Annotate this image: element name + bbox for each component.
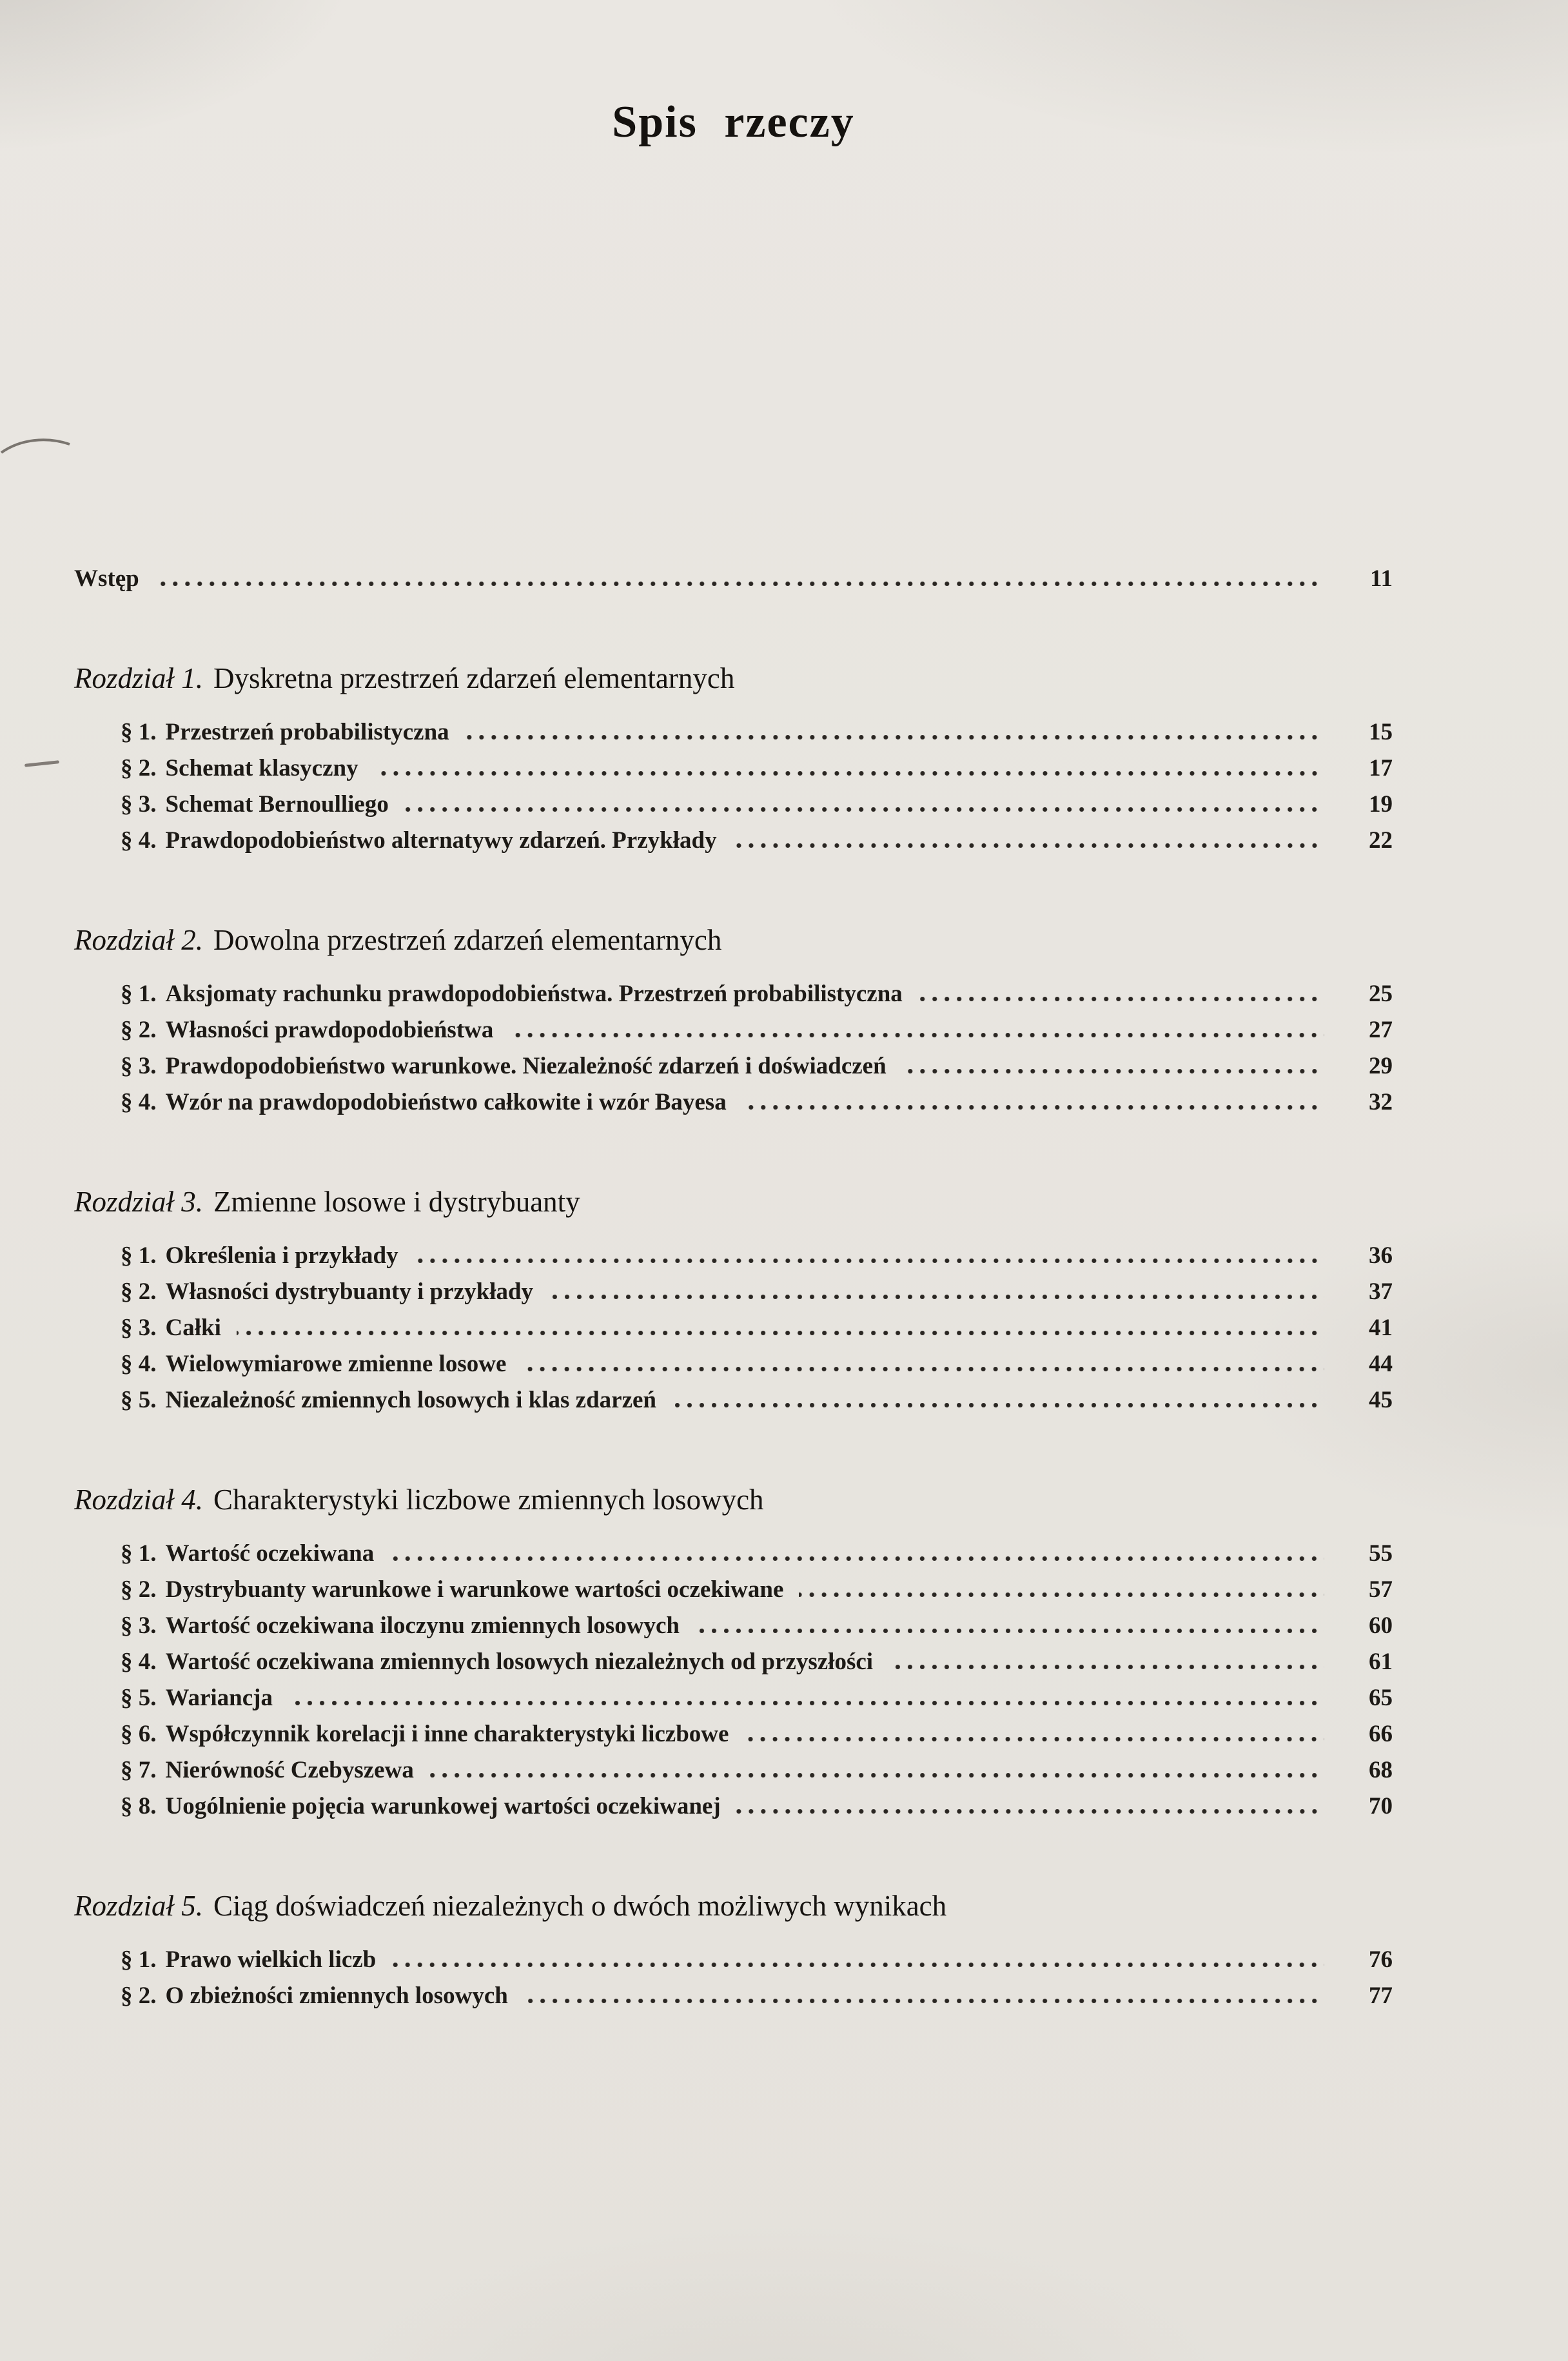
entry-page-number: 57 xyxy=(1369,1576,1393,1603)
dot-leader xyxy=(509,1033,1324,1037)
toc-entry xyxy=(121,1644,1393,1680)
chapter-2 xyxy=(74,921,1393,1121)
toc-entry xyxy=(121,1048,1393,1084)
entry-label: Prawdopodobieństwo alternatywy zdarzeń. Przykłady xyxy=(165,827,717,854)
toc-entry xyxy=(121,1788,1393,1825)
toc-entry-intro xyxy=(74,561,1393,597)
entry-page-number: 37 xyxy=(1369,1278,1393,1305)
entry-page-number: 29 xyxy=(1369,1053,1393,1079)
section-number: § 2. xyxy=(121,755,157,781)
chapter-1 xyxy=(74,659,1393,859)
section-number: § 5. xyxy=(121,1685,157,1711)
entry-label: Nierówność Czebyszewa xyxy=(165,1757,414,1783)
entry-page-number: 61 xyxy=(1369,1649,1393,1675)
entry-label: Współczynnik korelacji i inne charakterystyki liczbowe xyxy=(165,1721,729,1747)
entry-page-number: 55 xyxy=(1369,1540,1393,1567)
toc-entry xyxy=(121,1608,1393,1644)
section-number: § 4. xyxy=(121,1351,157,1377)
entry-page-number: 27 xyxy=(1369,1017,1393,1043)
chapter-heading xyxy=(74,1182,1393,1221)
section-number: § 2. xyxy=(121,1278,157,1305)
entry-page-number: 44 xyxy=(1369,1351,1393,1377)
entry-page-number: 41 xyxy=(1369,1315,1393,1341)
chapter-heading xyxy=(74,659,1393,698)
dot-leader xyxy=(237,1331,1324,1335)
dot-leader xyxy=(414,1259,1324,1263)
dot-leader xyxy=(549,1295,1324,1299)
dot-leader xyxy=(404,807,1324,812)
entry-label: Aksjomaty rachunku prawdopodobieństwa. Przestrzeń probabilistyczna xyxy=(165,981,903,1007)
section-number: § 1. xyxy=(121,719,157,745)
dot-leader xyxy=(374,771,1324,776)
entry-label: Wartość oczekiwana iloczynu zmiennych losowych xyxy=(165,1612,680,1639)
table-of-contents xyxy=(74,561,1393,2014)
entry-page-number: 32 xyxy=(1369,1089,1393,1115)
dot-leader xyxy=(902,1069,1324,1073)
toc-entry xyxy=(121,1680,1393,1716)
entry-page-number: 25 xyxy=(1369,981,1393,1007)
toc-entry xyxy=(121,750,1393,787)
entry-page-number: 15 xyxy=(1369,719,1393,745)
entry-label: Wartość oczekiwana zmiennych losowych niezależnych od przyszłości xyxy=(165,1649,874,1675)
toc-entry xyxy=(121,1752,1393,1788)
dot-leader xyxy=(389,1556,1324,1561)
chapter-4 xyxy=(74,1480,1393,1825)
entry-label: Całki xyxy=(165,1315,221,1341)
entry-label: Wzór na prawdopodobieństwo całkowite i wzór Bayesa xyxy=(165,1089,727,1115)
chapter-title: Dowolna przestrzeń zdarzeń elementarnych xyxy=(213,924,722,956)
section-number: § 2. xyxy=(121,1576,157,1603)
dot-leader xyxy=(744,1737,1324,1741)
chapter-label: Rozdział 3. xyxy=(74,1186,204,1218)
section-number: § 1. xyxy=(121,1540,157,1567)
chapter-heading xyxy=(74,1886,1393,1925)
entry-page-number: 76 xyxy=(1369,1946,1393,1973)
toc-entry xyxy=(121,1978,1393,2014)
entry-label: Określenia i przykłady xyxy=(165,1242,398,1269)
entry-label: O zbieżności zmiennych losowych xyxy=(165,1983,508,2009)
section-number: § 3. xyxy=(121,791,157,818)
toc-entry xyxy=(121,1536,1393,1572)
toc-entry xyxy=(121,823,1393,859)
section-number: § 1. xyxy=(121,1946,157,1973)
chapter-title: Dyskretna przestrzeń zdarzeń elementarnych xyxy=(213,662,735,694)
chapter-title: Charakterystyki liczbowe zmiennych losowych xyxy=(213,1484,764,1516)
dot-leader xyxy=(465,735,1324,740)
section-number: § 3. xyxy=(121,1053,157,1079)
entry-label: Niezależność zmiennych losowych i klas zdarzeń xyxy=(165,1387,656,1413)
toc-entry xyxy=(121,714,1393,750)
page-title: Spis rzeczy xyxy=(612,97,855,147)
chapter-label: Rozdział 2. xyxy=(74,924,204,956)
section-number: § 3. xyxy=(121,1612,157,1639)
dot-leader xyxy=(391,1963,1324,1967)
dot-leader xyxy=(524,1999,1324,2003)
dot-leader xyxy=(155,582,1324,586)
dot-leader xyxy=(429,1773,1324,1778)
entry-page-number: 45 xyxy=(1369,1387,1393,1413)
toc-entry xyxy=(121,1084,1393,1121)
dot-leader xyxy=(732,843,1324,848)
chapter-title: Ciąg doświadczeń niezależnych o dwóch możliwych wynikach xyxy=(213,1890,947,1922)
section-number: § 4. xyxy=(121,1089,157,1115)
section-number: § 4. xyxy=(121,1649,157,1675)
entry-label: Wstęp xyxy=(74,565,139,592)
entry-page-number: 60 xyxy=(1369,1612,1393,1639)
toc-entry xyxy=(121,1238,1393,1274)
chapter-3 xyxy=(74,1182,1393,1418)
chapter-5 xyxy=(74,1886,1393,2014)
entry-label: Wielowymiarowe zmienne losowe xyxy=(165,1351,507,1377)
section-number: § 4. xyxy=(121,827,157,854)
entry-page-number: 70 xyxy=(1369,1793,1393,1819)
dot-leader xyxy=(736,1809,1324,1814)
dot-leader xyxy=(522,1367,1324,1371)
dot-leader xyxy=(695,1629,1324,1633)
entry-page-number: 36 xyxy=(1369,1242,1393,1269)
toc-entry xyxy=(121,1572,1393,1608)
toc-entry xyxy=(121,1274,1393,1310)
chapter-label: Rozdział 4. xyxy=(74,1484,204,1516)
chapter-title: Zmienne losowe i dystrybuanty xyxy=(213,1186,580,1218)
entry-label: Wariancja xyxy=(165,1685,273,1711)
entry-label: Schemat klasyczny xyxy=(165,755,358,781)
toc-entry xyxy=(121,1382,1393,1418)
chapter-heading xyxy=(74,921,1393,959)
entry-label: Prawo wielkich liczb xyxy=(165,1946,377,1973)
entry-label: Przestrzeń probabilistyczna xyxy=(165,719,449,745)
dot-leader xyxy=(918,997,1324,1001)
toc-entry xyxy=(121,1012,1393,1048)
section-number: § 6. xyxy=(121,1721,157,1747)
chapter-label: Rozdział 5. xyxy=(74,1890,204,1922)
toc-entry xyxy=(121,1346,1393,1382)
toc-entry xyxy=(121,976,1393,1012)
dot-leader xyxy=(742,1105,1324,1110)
section-number: § 2. xyxy=(121,1017,157,1043)
entry-page-number: 65 xyxy=(1369,1685,1393,1711)
entry-page-number: 66 xyxy=(1369,1721,1393,1747)
entry-page-number: 77 xyxy=(1369,1983,1393,2009)
entry-page-number: 11 xyxy=(1370,565,1393,592)
entry-label: Schemat Bernoulliego xyxy=(165,791,389,818)
chapter-label: Rozdział 1. xyxy=(74,662,204,694)
section-number: § 2. xyxy=(121,1983,157,2009)
entry-label: Prawdopodobieństwo warunkowe. Niezależność zdarzeń i doświadczeń xyxy=(165,1053,887,1079)
entry-label: Własności dystrybuanty i przykłady xyxy=(165,1278,534,1305)
section-number: § 3. xyxy=(121,1315,157,1341)
chapter-heading xyxy=(74,1480,1393,1519)
section-number: § 7. xyxy=(121,1757,157,1783)
entry-label: Uogólnienie pojęcia warunkowej wartości oczekiwanej xyxy=(165,1793,721,1819)
entry-page-number: 68 xyxy=(1369,1757,1393,1783)
toc-entry xyxy=(121,1942,1393,1978)
toc-entry xyxy=(121,1716,1393,1752)
dot-leader xyxy=(888,1665,1324,1669)
entry-label: Własności prawdopodobieństwa xyxy=(165,1017,494,1043)
entry-label: Dystrybuanty warunkowe i warunkowe wartości oczekiwane xyxy=(165,1576,784,1603)
toc-entry xyxy=(121,1310,1393,1346)
dot-leader xyxy=(672,1403,1324,1407)
section-number: § 8. xyxy=(121,1793,157,1819)
toc-entry xyxy=(121,787,1393,823)
dot-leader xyxy=(288,1701,1324,1705)
entry-page-number: 19 xyxy=(1369,791,1393,818)
entry-page-number: 22 xyxy=(1369,827,1393,854)
dot-leader xyxy=(799,1592,1324,1597)
section-number: § 1. xyxy=(121,1242,157,1269)
entry-label: Wartość oczekiwana xyxy=(165,1540,375,1567)
section-number: § 5. xyxy=(121,1387,157,1413)
section-number: § 1. xyxy=(121,981,157,1007)
entry-page-number: 17 xyxy=(1369,755,1393,781)
